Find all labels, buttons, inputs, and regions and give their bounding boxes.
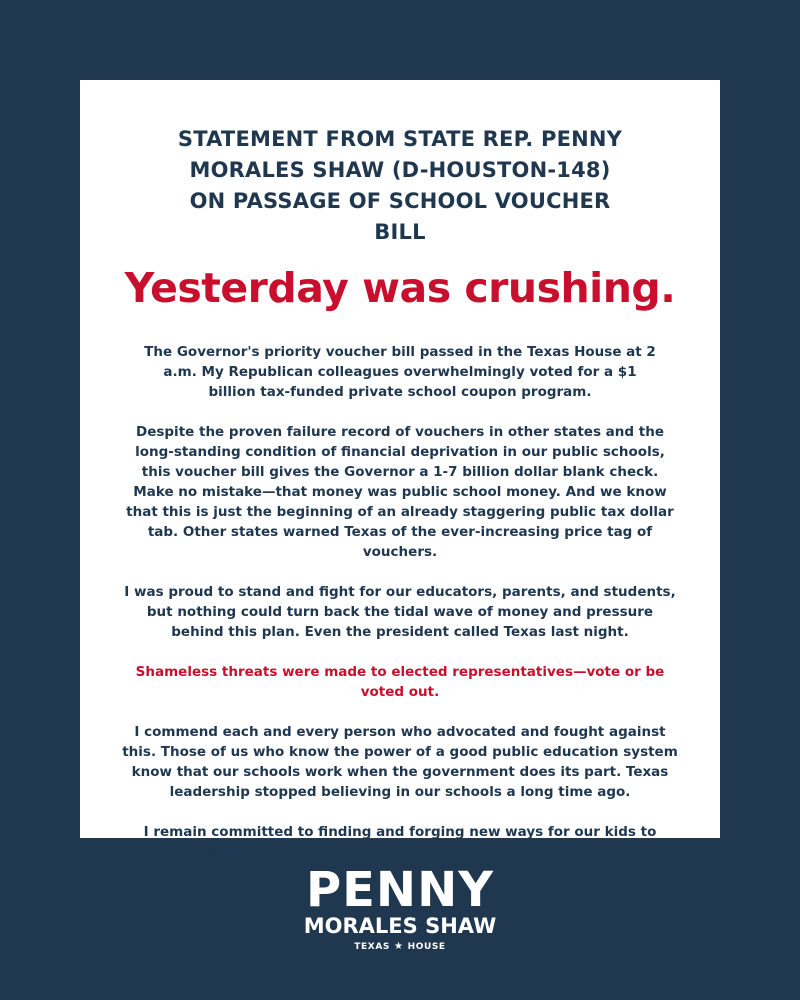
paragraph-proud-to-fight: I was proud to stand and fight for our educators, parents, and students, but nothing could turn back the tidal wave of money and pressure behind this plan. Even the president called Texas last night. [124, 584, 676, 640]
statement-heading: STATEMENT FROM STATE REP. PENNY MORALES SHAW (D-HOUSTON-148) ON PASSAGE OF SCHOOL VOUCHER BILL [177, 127, 623, 244]
logo-last-name: MORALES SHAW [303, 914, 497, 938]
campaign-logo [0, 862, 800, 954]
paragraph-commendation: I commend each and every person who advocated and fought against this. Those of us who know the power of a good public education system know that our schools work when the government does its part. Texas leadership stopped believing in our schools a long time ago. [122, 724, 678, 800]
logo-first-name: PENNY [305, 862, 495, 918]
logo-tag-right: HOUSE [407, 942, 446, 952]
paragraph-threats: Shameless threats were made to elected representatives—vote or be voted out. [135, 664, 665, 700]
headline: Yesterday was crushing. [124, 264, 676, 312]
paragraph-vote-result: The Governor's priority voucher bill passed in the Texas House at 2 a.m. My Republican colleagues overwhelmingly voted for a $1 billion tax-funded private school coupon program. [144, 344, 656, 400]
paragraph-commitment: I remain committed to finding and forging new ways for our kids to succeed and thrive in their education experience. [143, 824, 657, 860]
logo-tagline [0, 940, 800, 954]
statement-card [80, 80, 720, 860]
paragraph-blank-check: Despite the proven failure record of vouchers in other states and the long-standing condition of financial deprivation in our public schools, this voucher bill gives the Governor a 1-7 billion dollar blank check. Make no mistake—that money was public school money. And we know that this is just the beginning of an already staggering public tax dollar tab. Other states warned Texas of the ever-increasing price tag of vouchers. [126, 424, 674, 560]
logo-tag-left: TEXAS [354, 942, 390, 952]
texas-star-icon: ★ [393, 941, 404, 952]
statement-body [120, 342, 680, 862]
